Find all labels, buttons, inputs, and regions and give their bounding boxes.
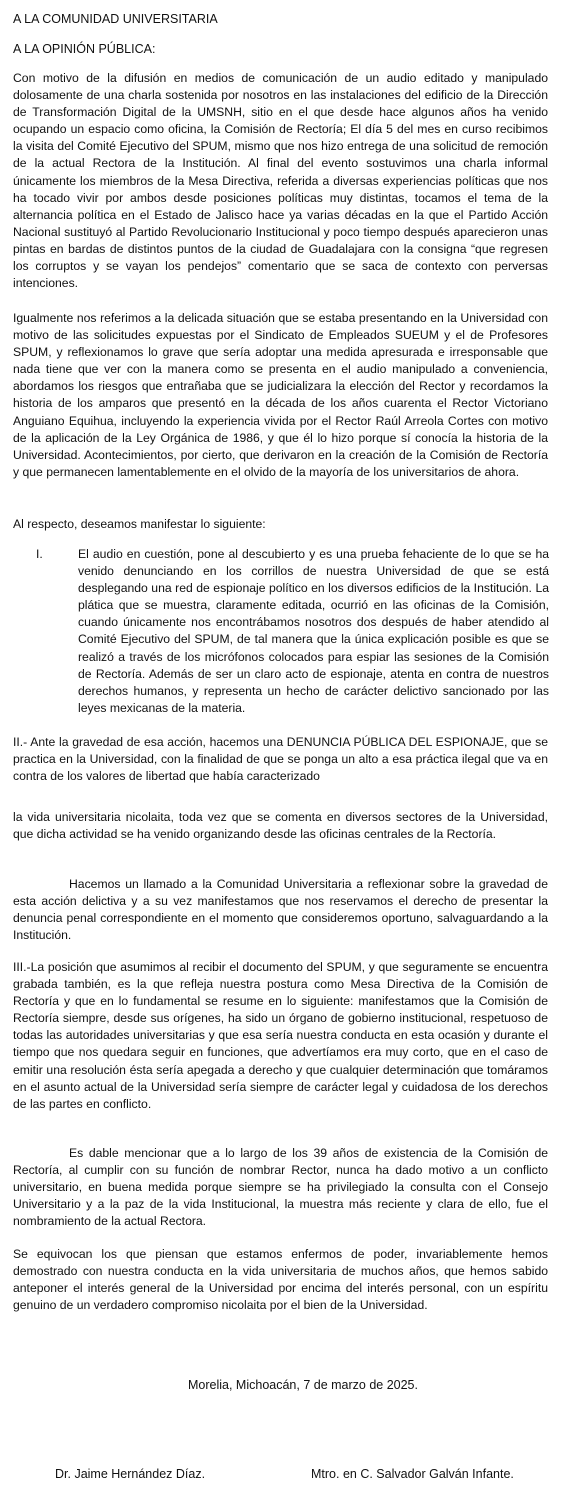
paragraph-position: III.-La posición que asumimos al recibir el documento del SPUM, y que seguramente se encuentra grabada también, es la que refleja nuestra postura como Mesa Directiva de la Comisión de Rectoría y que en lo fundamental se resume en lo siguiente: manifestamos que la Comisión de Rectoría siempre, desde sus orígenes, ha sido un órgano de gobierno institucional, respetuoso de todas las autoridades universitarias y que esa sería nuestra conducta en esta ocasión y durante el tiempo que nos quedara seguir en funciones, que advertíamos era muy corto, que en el caso de emitir una resolución ésta sería apegada a derecho y que cualquier determinación que tomáramos en el asunto actual de la Universidad sería siempre de carácter legal y cuidadosa de los derechos de las partes en conflicto. — [13, 960, 548, 1111]
list-item-text: El audio en cuestión, pone al descubierto y es una prueba fehaciente de lo que se ha venido denunciando en los corrillos de nuestra Universidad de que se está desplegando una red de espionaje político en los diversos edificios de la Institución. La plática que se muestra, claramente editada, ocurrió en las oficinas de la Comisión, cuando únicamente nos encontrábamos nosotros dos después de haber atendido al Comité Ejecutivo del SPUM, de tal manera que la única explicación posible es que se realizó a través de los micrófonos colocados para espiar las sesiones de la Comisión de Rectoría. Además de ser un claro acto de espionaje, atenta en contra de nuestros derechos humanos, y representa un hecho de carácter delictivo sancionado por las leyes mexicanas de la materia. — [78, 547, 549, 715]
paragraph-espionage-origin: la vida universitaria nicolaita, toda vez que se comenta en diversos sectores de la Universidad, que dicha actividad se ha venido organizando desde las oficinas centrales de la Rectoría. — [13, 810, 548, 842]
paragraph-closing: Se equivocan los que piensan que estamos enfermos de poder, invariablemente hemos demostrado con nuestra conducta en la vida universitaria de muchos años, que hemos sabido anteponer el interés general de la Universidad por encima del interés personal, con un espíritu genuino de un verdadero compromiso nicolaita por el bien de la Universidad. — [13, 1247, 548, 1313]
addressee-public-opinion: A LA OPINIÓN PÚBLICA: — [13, 42, 156, 56]
place-and-date: Morelia, Michoacán, 7 de marzo de 2025. — [188, 1378, 418, 1392]
paragraph-public-denunciation: II.- Ante la gravedad de esa acción, hacemos una DENUNCIA PÚBLICA DEL ESPIONAJE, que se practica en la Universidad, con la finalidad de que se ponga un alto a esa práctica ilegal que va en contra de los valores de libertad que había caracterizado — [13, 735, 548, 784]
signatory-name-2: Mtro. en C. Salvador Galván Infante. — [311, 1467, 514, 1481]
paragraph-situation: Igualmente nos referimos a la delicada situación que se estaba presentando en la Universidad con motivo de las solicitudes expuestas por el Sindicato de Empleados SUEUM y el de Profesores SPUM, y reflexionamos lo grave que sería adoptar una medida apresurada e irresponsable que nada tiene que ver con la manera como se presenta en el audio manipulado a conveniencia, abordamos los riesgos que entrañaba que se judicializara la elección del Rector y recordamos la historia de los amparos que presentó en la década de los años cuarenta el Rector Victoriano Anguiano Equihua, incluyendo la experiencia vivida por el Rector Raúl Arreola Cortes con motivo de la aplicación de la Ley Orgánica de 1986, y que él lo hizo porque sí conocía la historia de la Universidad. Acontecimientos, por cierto, que derivaron en la creación de la Comisión de Rectoría y que permanecen lamentablemente en el olvido de la mayoría de los universitarios de ahora. — [13, 311, 548, 479]
list-item-1 — [36, 546, 549, 726]
addressee-university-community: A LA COMUNIDAD UNIVERSITARIA — [13, 12, 218, 26]
signatory-name-1: Dr. Jaime Hernández Díaz. — [55, 1467, 206, 1481]
paragraph-call-to-community: Hacemos un llamado a la Comunidad Universitaria a reflexionar sobre la gravedad de esta acción delictiva y a su vez manifestamos que nos reservamos el derecho de presentar la denuncia penal correspondiente en el momento que consideremos oportuno, salvaguardando a la Institución. — [13, 877, 548, 943]
paragraph-context: Con motivo de la difusión en medios de comunicación de un audio editado y manipulado dolosamente de una charla sostenida por nosotros en las instalaciones del edificio de la Dirección de Transformación Digital de la UMSNH, sitio en el que desde hace algunos años ha venido ocupando un espacio como oficina, la Comisión de Rectoría; El día 5 del mes en curso recibimos la visita del Comité Ejecutivo del SPUM, mismo que nos hizo entrega de una solicitud de remoción de la actual Rectora de la Institución. Al final del evento sostuvimos una charla informal únicamente los miembros de la Mesa Directiva, referida a diversas experiencias políticas que nos ha tocado vivir por ambos desde posiciones políticas muy distintas, tocamos el tema de la alternancia política en el Estado de Jalisco hace ya varias décadas en la que el Partido Acción Nacional sustituyó al Partido Revolucionario Institucional y poco tiempo después aparecieron unas pintas en bardas de distintos puntos de la ciudad de Guadalajara con la consigna “que regresen los corruptos y se vayan los pendejos” comentario que se saca de contexto con perversas intenciones. — [13, 71, 548, 291]
paragraph-statement-intro: Al respecto, deseamos manifestar lo siguiente: — [13, 517, 266, 531]
list-item-number: I. — [36, 547, 43, 561]
paragraph-commission-history: Es dable mencionar que a lo largo de los 39 años de existencia de la Comisión de Rectoría, al cumplir con su función de nombrar Rector, nunca ha dado motivo a un conflicto universitario, en buena medida porque siempre se ha privilegiado la consulta con el Consejo Universitario y a la paz de la vida Institucional, la muestra más reciente y clara de ello, fue el nombramiento de la actual Rectora. — [13, 1146, 548, 1229]
